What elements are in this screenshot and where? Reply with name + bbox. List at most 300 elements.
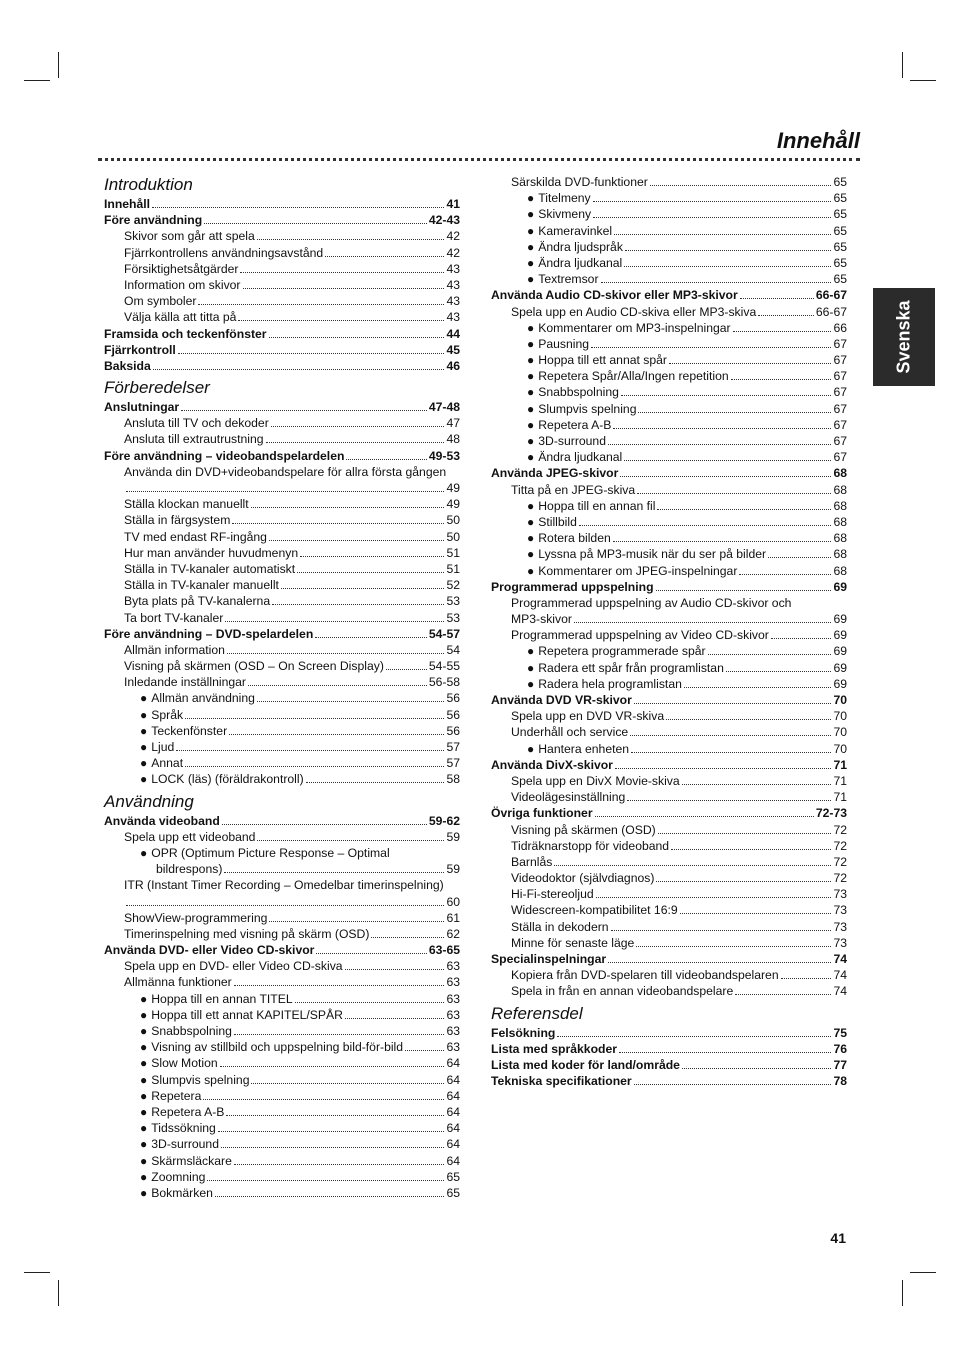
toc-entry-page: 59 [446, 829, 460, 844]
dot-leader [726, 671, 832, 672]
toc-entry[interactable] [491, 660, 847, 676]
toc-entry[interactable] [104, 642, 460, 658]
toc-entry-title: Innehåll [104, 197, 151, 211]
toc-entry[interactable] [104, 277, 460, 293]
toc-entry-title: Information om skivor [124, 277, 241, 292]
toc-entry-page: 43 [446, 277, 460, 292]
language-tab-label: Svenska [893, 300, 914, 374]
toc-entry-title: ● Visning av stillbild och uppspelning bild-för-bild [140, 1039, 403, 1055]
toc-entry-title: ● Skivmeny [527, 206, 591, 222]
toc-entry[interactable] [104, 723, 460, 739]
toc-entry-title: Ansluta till extrautrustning [124, 432, 264, 447]
toc-entry[interactable] [104, 926, 460, 942]
toc-entry-page: 56 [446, 723, 460, 738]
toc-entry-page: 73 [833, 903, 847, 918]
toc-entry[interactable] [104, 593, 460, 609]
section-heading: Användning [104, 791, 194, 811]
toc-entry[interactable] [104, 415, 460, 431]
toc-entry-page: 48 [446, 432, 460, 447]
dot-leader [625, 250, 832, 251]
toc-entry-title: ● Hoppa till ett annat spår [527, 352, 667, 368]
toc-entry[interactable] [104, 1136, 460, 1152]
toc-entry[interactable] [104, 755, 460, 771]
toc-entry[interactable] [491, 320, 847, 336]
toc-entry-page: 65 [446, 1169, 460, 1184]
dot-leader [650, 185, 832, 186]
dot-leader [257, 840, 444, 841]
toc-entry[interactable] [104, 326, 460, 342]
toc-entry[interactable] [491, 546, 847, 562]
dot-leader [591, 347, 831, 348]
dot-leader [615, 768, 832, 769]
dot-leader [614, 234, 831, 235]
dot-leader [234, 985, 445, 986]
toc-entry[interactable] [104, 212, 460, 228]
toc-entry[interactable] [491, 1025, 847, 1041]
toc-entry[interactable] [104, 1007, 460, 1023]
toc-entry-title: Ta bort TV-kanaler [124, 610, 224, 625]
toc-entry-title: ● Radera hela programlistan [527, 676, 682, 692]
toc-entry-title: ● Kommentarer om JPEG-inspelningar [527, 563, 737, 579]
toc-entry-page: 65 [833, 239, 847, 254]
toc-entry-title: ITR (Instant Timer Recording – Omedelbar timerinspelning) [124, 878, 444, 893]
toc-entry-page: 73 [833, 935, 847, 950]
toc-entry[interactable] [491, 206, 847, 222]
toc-entry[interactable] [491, 482, 847, 498]
toc-entry-page: 64 [446, 1137, 460, 1152]
dot-leader [126, 491, 444, 492]
dot-leader [656, 881, 831, 882]
toc-entry-page: 74 [833, 968, 847, 983]
toc-entry-title: Ställa klockan manuellt [124, 497, 249, 512]
toc-entry-title: Försiktighetsåtgärder [124, 261, 239, 276]
toc-entry-page: 65 [833, 207, 847, 222]
toc-entry[interactable] [104, 1039, 460, 1055]
toc-entry-title: Felsökning [491, 1025, 556, 1040]
toc-entry[interactable] [491, 271, 847, 287]
toc-entry[interactable] [491, 708, 847, 724]
toc-entry-page: 67 [833, 434, 847, 448]
toc-entry-title: Videodoktor (självdiagnos) [511, 871, 655, 886]
toc-entry[interactable] [104, 707, 460, 723]
toc-entry-page: 70 [833, 709, 847, 724]
toc-entry-title: ● Snabbspolning [140, 1023, 232, 1039]
toc-entry[interactable] [104, 674, 460, 690]
dot-leader [225, 621, 444, 622]
toc-entry-page: 56 [446, 691, 460, 706]
toc-entry[interactable] [491, 304, 847, 320]
toc-entry[interactable] [491, 951, 847, 967]
toc-entry-page: 71 [833, 773, 847, 788]
crop-mark [910, 80, 936, 81]
toc-entry-title: ● Kommentarer om MP3-inspelningar [527, 320, 731, 336]
toc-entry[interactable] [491, 255, 847, 271]
toc-entry[interactable] [491, 433, 847, 449]
toc-entry[interactable] [104, 545, 460, 561]
toc-entry[interactable] [491, 838, 847, 854]
toc-entry-title: Hi-Fi-stereoljud [511, 887, 594, 902]
toc-entry-title: Använda DVD VR-skivor [491, 693, 632, 707]
section-heading: Förberedelser [104, 378, 210, 398]
toc-entry-page: 42 [446, 229, 460, 244]
toc-entry-title: Välja källa att titta på [124, 310, 237, 325]
toc-entry-page: 72-73 [815, 806, 847, 821]
toc-entry-title: Byta plats på TV-kanalerna [124, 594, 271, 609]
toc-entry[interactable] [491, 611, 847, 627]
toc-entry-page: 72 [833, 854, 847, 869]
dot-leader [768, 557, 831, 558]
toc-entry-title: Anslutningar [104, 400, 180, 415]
toc-entry-page: 67 [833, 353, 847, 368]
toc-entry[interactable] [104, 690, 460, 706]
toc-entry-page: 61 [446, 910, 460, 925]
toc-entry-page: 65 [833, 272, 847, 287]
toc-entry-title: Tidräknarstopp för videoband [511, 838, 670, 853]
toc-entry-page: 68 [833, 498, 847, 513]
toc-entry[interactable] [104, 1169, 460, 1185]
dot-leader [269, 337, 445, 338]
toc-entry[interactable] [104, 577, 460, 593]
toc-entry-page: 63 [446, 959, 460, 974]
toc-entry[interactable] [104, 877, 460, 893]
toc-entry[interactable] [104, 991, 460, 1007]
dot-leader [248, 685, 427, 686]
dot-leader [611, 930, 832, 931]
dot-leader [554, 865, 831, 866]
toc-entry-page: 71 [833, 790, 847, 805]
toc-entry-page: 75 [833, 1025, 847, 1040]
toc-entry[interactable] [491, 449, 847, 465]
toc-entry[interactable] [104, 358, 460, 374]
toc-entry[interactable] [104, 829, 460, 845]
toc-entry-page: 67 [833, 336, 847, 351]
dot-leader [257, 701, 445, 702]
toc-entry[interactable] [491, 1073, 847, 1089]
toc-entry-title: ● Språk [140, 707, 183, 723]
dot-leader [345, 969, 445, 970]
dot-leader [227, 653, 445, 654]
dot-leader [657, 509, 831, 510]
toc-entry-page: 73 [833, 919, 847, 934]
toc-entry-title: Om symboler [124, 294, 197, 309]
toc-entry[interactable] [491, 741, 847, 757]
dot-leader [272, 604, 444, 605]
toc-entry-title: bildrespons) [156, 862, 223, 877]
toc-entry-title: Allmänna funktioner [124, 975, 232, 990]
toc-entry[interactable] [104, 739, 460, 755]
toc-entry-title: Minne för senaste läge [511, 935, 635, 950]
toc-entry-page: 68 [833, 514, 847, 529]
toc-entry-page: 42-43 [428, 213, 460, 228]
toc-entry-title: Före användning [104, 213, 203, 228]
toc-entry-page: 41 [446, 197, 460, 211]
toc-entry[interactable] [104, 610, 460, 626]
dot-leader [613, 541, 832, 542]
toc-entry[interactable] [491, 935, 847, 951]
toc-entry[interactable] [491, 854, 847, 870]
dot-leader [198, 304, 444, 305]
toc-entry-title: Framsida och teckenfönster [104, 326, 267, 341]
toc-entry-title: Baksida [104, 358, 151, 373]
toc-entry[interactable] [491, 174, 847, 190]
toc-entry[interactable] [491, 368, 847, 384]
toc-entry[interactable] [104, 512, 460, 528]
dot-leader [178, 353, 445, 354]
toc-entry-title: ● Repetera programmerade spår [527, 643, 706, 659]
toc-entry[interactable] [104, 1072, 460, 1088]
toc-entry-title: Använda JPEG-skivor [491, 466, 619, 481]
dot-leader [185, 718, 444, 719]
toc-entry[interactable] [104, 1023, 460, 1039]
toc-entry-page: 63 [446, 1007, 460, 1022]
toc-entry-page: 68 [833, 466, 847, 481]
toc-entry[interactable] [491, 870, 847, 886]
toc-entry-title: ● Skärmsläckare [140, 1153, 232, 1169]
toc-entry-title: Använda DivX-skivor [491, 757, 613, 772]
toc-entry[interactable] [104, 431, 460, 447]
dot-leader [243, 288, 445, 289]
dot-leader [218, 1131, 445, 1132]
dot-leader [658, 833, 832, 834]
toc-entry[interactable] [104, 261, 460, 277]
dot-leader [229, 734, 444, 735]
crop-mark [24, 1272, 50, 1273]
toc-entry-page: 42 [446, 245, 460, 260]
toc-entry-page: 49-53 [428, 448, 460, 463]
toc-entry-page: 47-48 [428, 400, 460, 415]
dot-leader [269, 921, 444, 922]
toc-entry[interactable] [104, 894, 460, 910]
toc-entry[interactable] [491, 789, 847, 805]
dot-leader [630, 735, 831, 736]
toc-entry[interactable] [104, 910, 460, 926]
toc-entry-page: 63 [446, 1024, 460, 1038]
toc-entry-page: 70 [833, 741, 847, 756]
toc-entry-title: Spela in från en annan videobandspelare [511, 984, 734, 999]
toc-entry-title: Kopiera från DVD-spelaren till videobandspelaren [511, 968, 779, 983]
dot-leader [257, 239, 445, 240]
dot-leader [669, 363, 831, 364]
toc-entry-title: ● Repetera Spår/Alla/Ingen repetition [527, 368, 729, 384]
toc-entry[interactable] [104, 626, 460, 642]
toc-entry-title: Använda DVD- eller Video CD-skivor [104, 943, 315, 958]
toc-entry-page: 65 [833, 255, 847, 270]
toc-entry[interactable] [104, 293, 460, 309]
toc-entry-page: 57 [446, 756, 460, 771]
toc-entry[interactable] [104, 196, 460, 212]
toc-entry-page: 43 [446, 294, 460, 309]
toc-entry-title: Tekniska specifikationer [491, 1074, 632, 1089]
dot-leader [620, 476, 831, 477]
toc-entry[interactable] [491, 724, 847, 740]
toc-entry[interactable] [491, 757, 847, 773]
toc-entry[interactable] [104, 1104, 460, 1120]
toc-entry[interactable] [491, 514, 847, 530]
toc-entry[interactable] [491, 1057, 847, 1073]
toc-entry[interactable] [104, 861, 460, 877]
toc-entry[interactable] [104, 1088, 460, 1104]
toc-entry[interactable] [491, 919, 847, 935]
toc-entry[interactable] [491, 967, 847, 983]
toc-entry-title: ● Ändra ljudkanal [527, 255, 622, 271]
toc-entry-page: 69 [833, 676, 847, 691]
toc-entry-title: Särskilda DVD-funktioner [511, 175, 648, 189]
toc-entry-page: 62 [446, 926, 460, 941]
crop-mark [58, 1280, 59, 1306]
toc-entry[interactable] [104, 974, 460, 990]
toc-entry[interactable] [491, 902, 847, 918]
dot-leader [386, 669, 427, 670]
toc-entry-title: ● Annat [140, 755, 183, 771]
toc-entry[interactable] [104, 1153, 460, 1169]
dot-leader [708, 654, 832, 655]
toc-entry-page: 64 [446, 1121, 460, 1136]
dot-leader [215, 1196, 445, 1197]
toc-entry-page: 65 [833, 175, 847, 189]
toc-entry-page: 64 [446, 1153, 460, 1168]
crop-mark [24, 80, 50, 81]
toc-entry[interactable] [491, 401, 847, 417]
toc-entry-title: Visning på skärmen (OSD – On Screen Display) [124, 659, 384, 674]
toc-entry[interactable] [491, 465, 847, 481]
dot-leader [666, 719, 831, 720]
toc-entry[interactable] [104, 245, 460, 261]
toc-entry[interactable] [104, 464, 460, 480]
toc-entry-title: ● Radera ett spår från programlistan [527, 660, 724, 676]
toc-entry-title: Lista med koder för land/område [491, 1057, 680, 1072]
toc-entry[interactable] [491, 384, 847, 400]
toc-entry-page: 52 [446, 578, 460, 593]
toc-entry-title: ● Pausning [527, 336, 589, 352]
toc-entry[interactable] [491, 627, 847, 643]
toc-entry[interactable] [491, 676, 847, 692]
dot-leader [176, 750, 444, 751]
toc-entry[interactable] [491, 223, 847, 239]
toc-entry-title: Programmerad uppspelning [491, 579, 654, 594]
toc-entry-title: Övriga funktioner [491, 806, 593, 821]
dot-leader [621, 395, 832, 396]
toc-entry[interactable] [491, 643, 847, 659]
toc-entry-page: 54-57 [428, 626, 460, 641]
toc-entry[interactable] [104, 771, 460, 787]
toc-entry[interactable] [491, 498, 847, 514]
toc-entry-title: ● Hantera enheten [527, 741, 629, 757]
toc-entry-page: 51 [446, 561, 460, 576]
page-title: Innehåll [776, 128, 860, 153]
toc-entry[interactable] [491, 595, 847, 611]
toc-entry-title: ● Slumpvis spelning [140, 1072, 249, 1088]
dot-leader [682, 1068, 831, 1069]
toc-entry[interactable] [104, 480, 460, 496]
toc-entry-title: Titta på en JPEG-skiva [511, 482, 636, 497]
toc-entry[interactable] [491, 190, 847, 206]
toc-entry-page: 68 [833, 531, 847, 546]
toc-entry-title: ● Textremsor [527, 271, 599, 287]
toc-entry[interactable] [491, 983, 847, 999]
toc-entry[interactable] [104, 309, 460, 325]
toc-entry[interactable] [104, 342, 460, 358]
toc-entry-page: 65 [446, 1185, 460, 1200]
toc-entry-title: ● Teckenfönster [140, 723, 227, 739]
toc-entry[interactable] [491, 886, 847, 902]
dot-leader [315, 637, 427, 638]
toc-entry-page: 65 [833, 223, 847, 238]
dot-leader [631, 752, 831, 753]
toc-entry-page: 54-55 [428, 659, 460, 674]
toc-entry[interactable] [491, 773, 847, 789]
dot-leader [153, 369, 445, 370]
toc-entry[interactable] [104, 228, 460, 244]
dot-leader [345, 1018, 444, 1019]
toc-entry[interactable] [491, 287, 847, 303]
toc-entry[interactable] [104, 448, 460, 464]
toc-entry[interactable] [491, 805, 847, 821]
toc-entry-page: 46 [446, 358, 460, 373]
toc-entry[interactable] [104, 399, 460, 415]
toc-entry[interactable] [491, 563, 847, 579]
toc-entry[interactable] [491, 336, 847, 352]
toc-entry[interactable] [104, 1185, 460, 1201]
toc-entry[interactable] [104, 658, 460, 674]
dot-leader [601, 282, 832, 283]
toc-entry[interactable] [104, 958, 460, 974]
crop-mark [910, 1272, 936, 1273]
dot-leader [251, 1083, 444, 1084]
toc-entry-title: ● Ljud [140, 739, 174, 755]
toc-entry[interactable] [491, 1041, 847, 1057]
toc-entry-page: 44 [446, 326, 460, 341]
toc-entry[interactable] [104, 845, 460, 861]
dot-leader [596, 897, 832, 898]
dot-leader [152, 207, 444, 208]
toc-entry[interactable] [491, 822, 847, 838]
toc-entry-page: 68 [833, 563, 847, 578]
crop-mark [902, 52, 903, 78]
toc-entry-title: Använda videoband [104, 813, 220, 828]
header-divider [98, 158, 860, 161]
toc-entry[interactable] [491, 239, 847, 255]
toc-entry[interactable] [104, 496, 460, 512]
toc-entry-page: 69 [833, 644, 847, 659]
dot-leader [781, 978, 832, 979]
toc-entry[interactable] [491, 692, 847, 708]
toc-entry-page: 69 [833, 628, 847, 643]
toc-entry-page: 57 [446, 740, 460, 754]
toc-entry-title: ● Lyssna på MP3-musik när du ser på bilder [527, 546, 766, 562]
toc-entry-page: 49 [446, 497, 460, 512]
toc-entry[interactable] [104, 942, 460, 958]
toc-entry[interactable] [104, 561, 460, 577]
toc-entry[interactable] [104, 529, 460, 545]
toc-entry[interactable] [104, 1055, 460, 1071]
toc-entry-page: 67 [833, 385, 847, 400]
toc-entry-page: 76 [833, 1041, 847, 1056]
dot-leader [733, 331, 832, 332]
dot-leader [240, 272, 444, 273]
toc-entry-page: 66 [833, 320, 847, 335]
dot-leader [300, 556, 444, 557]
toc-entry[interactable] [491, 579, 847, 595]
toc-entry[interactable] [491, 530, 847, 546]
toc-entry[interactable] [104, 813, 460, 829]
dot-leader [739, 574, 831, 575]
toc-entry[interactable] [491, 352, 847, 368]
crop-mark [902, 1280, 903, 1306]
toc-entry[interactable] [491, 417, 847, 433]
toc-entry-title: Spela upp en Audio CD-skiva eller MP3-skiva [511, 304, 757, 319]
toc-entry-title: ● Rotera bilden [527, 530, 611, 546]
toc-entry[interactable] [104, 1120, 460, 1136]
